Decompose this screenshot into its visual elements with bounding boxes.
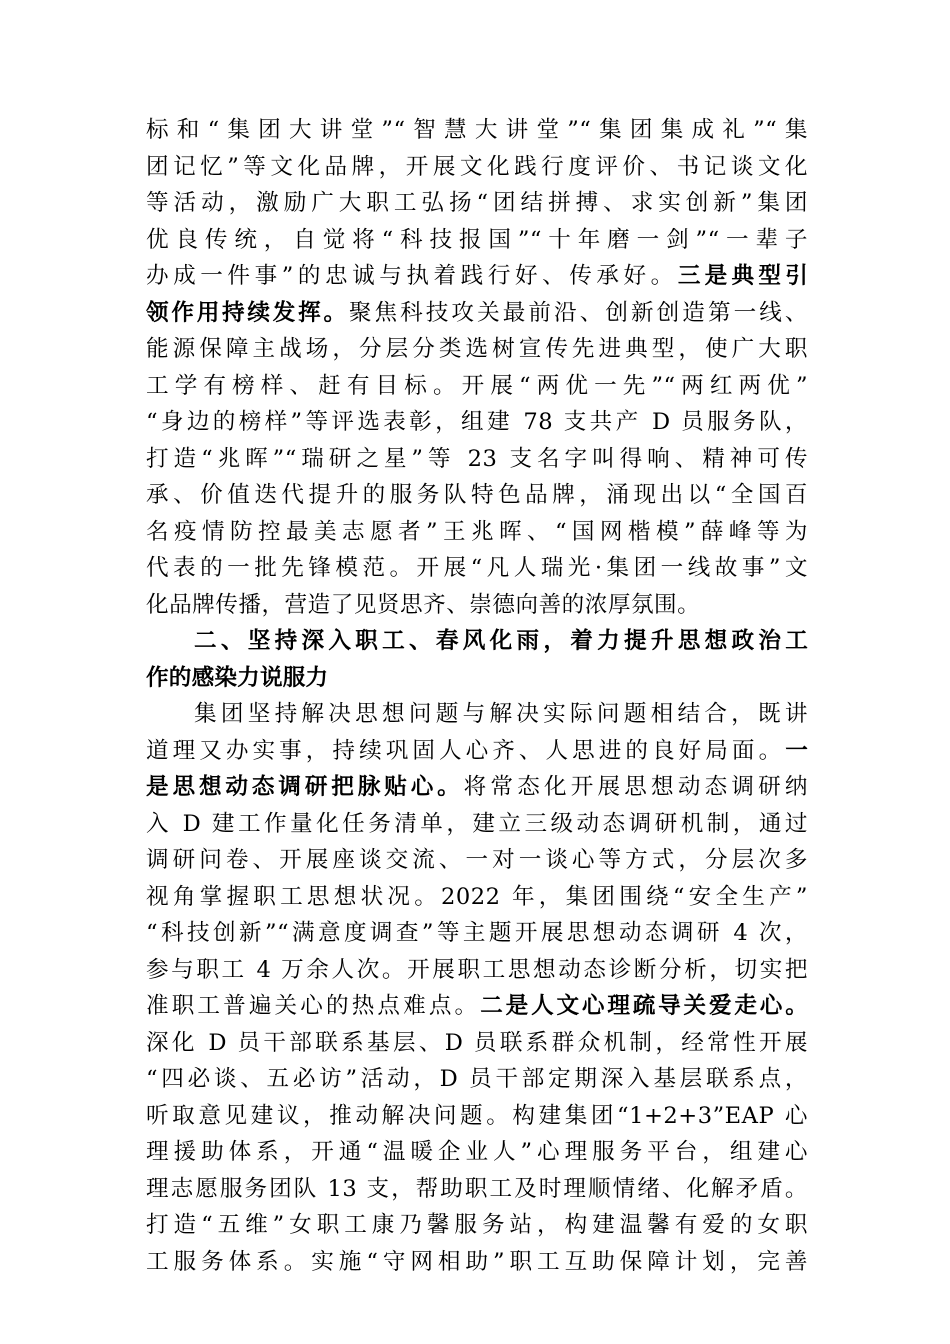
text-run: 准职工普遍关心的热点难点。 (146, 993, 481, 1019)
text-line (146, 258, 808, 295)
text-run: 团记忆”等文化品牌，开展文化践行度评价、书记谈文化 (146, 153, 808, 180)
text-line (146, 222, 808, 259)
bold-text: 二、坚持深入职工、春风化雨，着力提升思想政治工 (194, 628, 808, 654)
bold-text: 是思想动态调研把脉贴心。 (146, 774, 464, 800)
section-heading-line (146, 660, 808, 697)
text-run: 化品牌传播，营造了见贤思齐、崇德向善的浓厚氛围。 (146, 591, 701, 618)
text-line (146, 587, 808, 624)
text-run: “身边的榜样”等评选表彰，组建 78 支共产 D 员服务队， (146, 409, 808, 435)
text-line (146, 1244, 808, 1281)
text-line (146, 769, 808, 806)
text-line (146, 295, 808, 332)
text-run: 将常态化开展思想动态调研纳 (463, 774, 808, 800)
text-line (146, 514, 808, 551)
section-heading-line (146, 623, 808, 660)
text-run: 工学有榜样、赶有目标。开展“两优一先”“两红两优” (146, 372, 808, 399)
text-run: 聚焦科技攻关最前沿、创新创造第一线、 (348, 299, 808, 326)
text-line (146, 1171, 808, 1208)
text-line (146, 550, 808, 587)
text-run: 代表的一批先锋模范。开展“凡人瑞光·集团一线故事”文 (146, 555, 808, 581)
text-line (146, 112, 808, 149)
text-run: 标和“集团大讲堂”“智慧大讲堂”“集团集成礼”“集 (146, 117, 808, 143)
text-line (146, 1207, 808, 1244)
text-run: “科技创新”“满意度调查”等主题开展思想动态调研 4 次， (146, 920, 808, 946)
bold-text: 作的感染力说服力 (146, 664, 329, 691)
text-run: 听取意见建议，推动解决问题。构建集团“1+2+3”EAP 心 (146, 1102, 808, 1129)
text-line (146, 1025, 808, 1062)
text-run: 名疫情防控最美志愿者”王兆晖、“国网楷模”薛峰等为 (146, 518, 808, 545)
text-run: 优良传统，自觉将“科技报国”“十年磨一剑”“一辈子 (146, 226, 808, 253)
text-run: 能源保障主战场，分层分类选树宣传先进典型，使广大职 (146, 336, 808, 362)
text-run: 道理又办实事，持续巩固人心齐、人思进的良好局面。 (146, 737, 786, 764)
text-run: 打造“兆晖”“瑞研之星”等 23 支名字叫得响、精神可传 (146, 445, 808, 472)
text-line (146, 477, 808, 514)
document-body (146, 112, 808, 1280)
text-run: 办成一件事”的忠诚与执着践行好、传承好。 (146, 263, 678, 289)
text-line (146, 842, 808, 879)
text-line (146, 185, 808, 222)
text-line (146, 952, 808, 989)
text-run: 深化 D 员干部联系基层、D 员联系群众机制，经常性开展 (146, 1029, 808, 1056)
text-run: 视角掌握职工思想状况。2022 年，集团围绕“安全生产” (146, 883, 808, 910)
text-line (146, 915, 808, 952)
text-line (146, 1134, 808, 1171)
text-line (146, 696, 808, 733)
text-run: 工服务体系。实施“守网相助”职工互助保障计划，完善 (146, 1248, 808, 1275)
text-line (146, 331, 808, 368)
bold-text: 一 (785, 737, 808, 764)
text-line (146, 404, 808, 441)
text-line (146, 879, 808, 916)
bold-text: 二是人文心理疏导关爱走心。 (480, 993, 808, 1019)
text-line (146, 1061, 808, 1098)
text-run: 集团坚持解决思想问题与解决实际问题相结合，既讲 (194, 701, 808, 727)
text-line (146, 441, 808, 478)
text-line (146, 988, 808, 1025)
text-line (146, 149, 808, 186)
text-run: 打造“五维”女职工康乃馨服务站，构建温馨有爱的女职 (146, 1212, 808, 1238)
text-run: 承、价值迭代提升的服务队特色品牌，涌现出以“全国百 (146, 482, 808, 508)
text-run: 调研问卷、开展座谈交流、一对一谈心等方式，分层次多 (146, 847, 808, 873)
text-run: 理援助体系，开通“温暖企业人”心理服务平台，组建心 (146, 1139, 808, 1165)
text-run: 入 D 建工作量化任务清单，建立三级动态调研机制，通过 (146, 810, 808, 837)
bold-text: 三是典型引 (677, 263, 808, 289)
text-line (146, 368, 808, 405)
text-run: 等活动，激励广大职工弘扬“团结拼搏、求实创新”集团 (146, 190, 808, 216)
bold-text: 领作用持续发挥。 (146, 299, 349, 326)
text-run: 参与职工 4 万余人次。开展职工思想动态诊断分析，切实把 (146, 956, 808, 983)
text-run: 理志愿服务团队 13 支，帮助职工及时理顺情绪、化解矛盾。 (146, 1175, 808, 1202)
text-line (146, 733, 808, 770)
text-run: “四必谈、五必访”活动，D 员干部定期深入基层联系点， (146, 1066, 808, 1092)
text-line (146, 806, 808, 843)
text-line (146, 1098, 808, 1135)
